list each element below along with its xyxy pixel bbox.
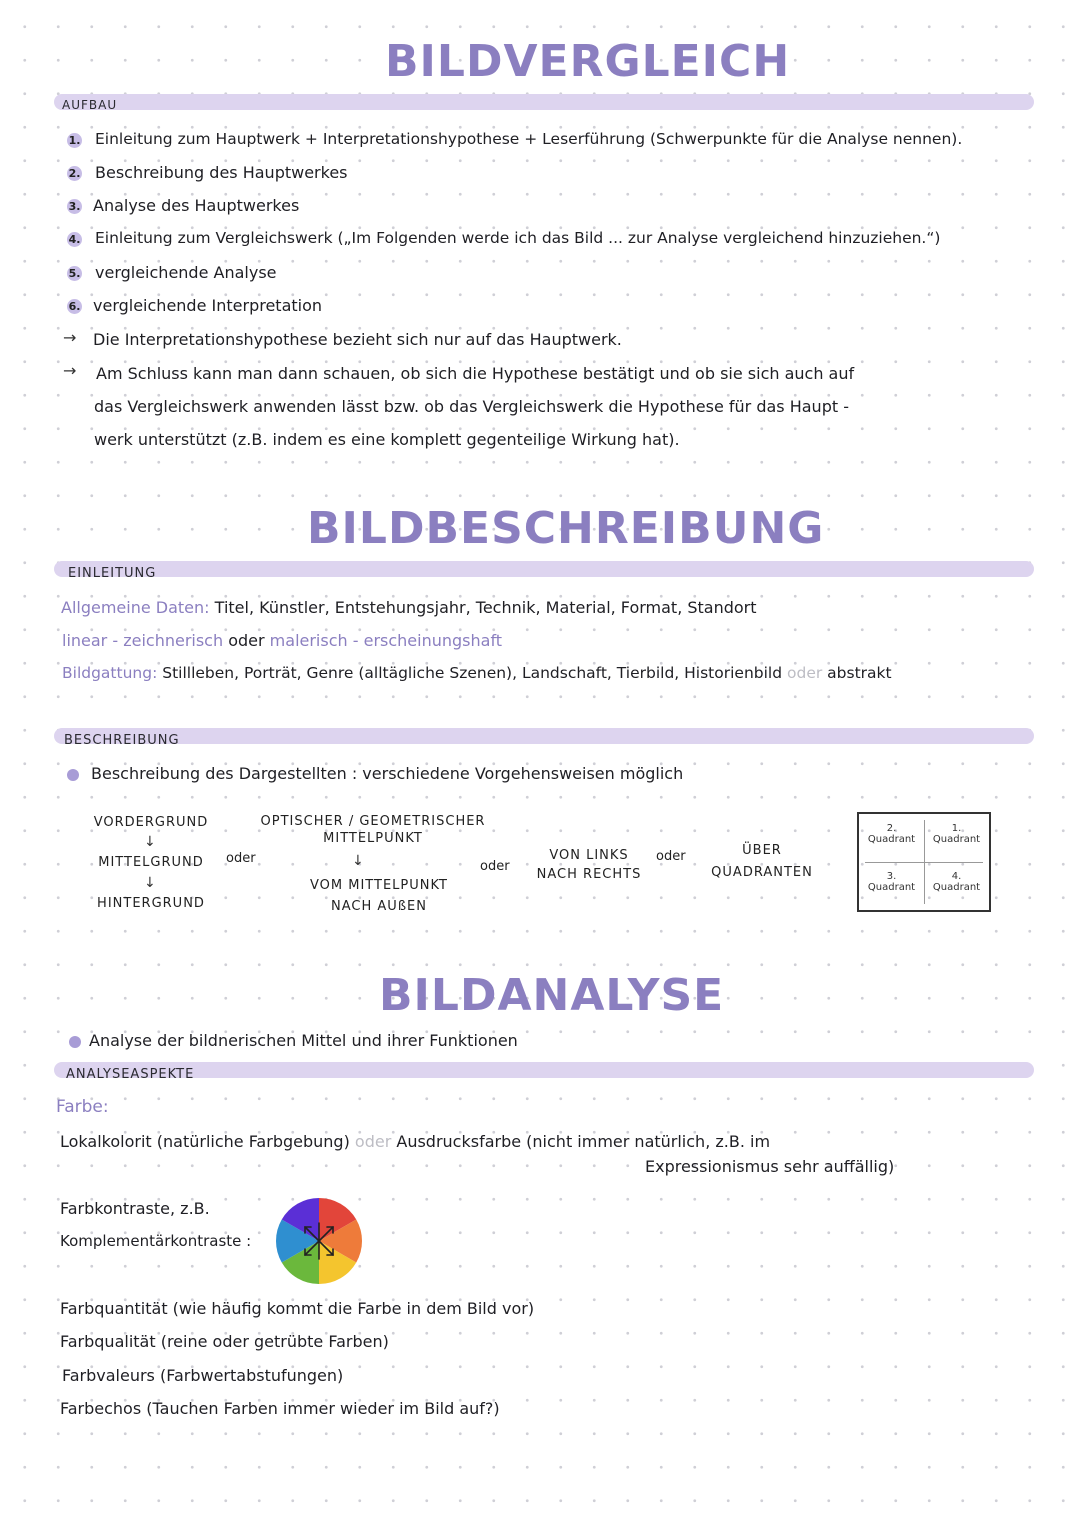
einleitung-line-allgemeine-daten bbox=[61, 598, 757, 617]
note-line: Die Interpretationshypothese bezieht sich nur auf das Hauptwerk. bbox=[93, 330, 622, 349]
note-line: werk unterstützt (z.B. indem es eine komplett gegenteilige Wirkung hat). bbox=[94, 430, 680, 449]
mittelpunkt-label-2: MITTELPUNKT bbox=[323, 831, 423, 846]
bullet-icon bbox=[69, 1036, 81, 1048]
quadrant-label: Quadrant bbox=[867, 834, 916, 845]
farbvaleurs-text: Farbvaleurs (Farbwertabstufungen) bbox=[62, 1366, 344, 1385]
list-item: Einleitung zum Hauptwerk + Interpretationshypothese + Leserführung (Schwerpunkte für die Analyse nennen). bbox=[95, 130, 963, 148]
key-allgemeine-daten: Allgemeine Daten: bbox=[61, 598, 210, 617]
list-item: vergleichende Interpretation bbox=[93, 296, 323, 315]
farbqualitaet-text: Farbqualität (reine oder getrübte Farben) bbox=[60, 1332, 389, 1351]
quadrant-grid bbox=[857, 812, 991, 912]
highlight-band-beschreibung bbox=[54, 728, 1034, 744]
note-line: Am Schluss kann man dann schauen, ob sich die Hypothese bestätigt und ob sie sich auch auf bbox=[96, 364, 855, 383]
list-item: Analyse des Hauptwerkes bbox=[93, 196, 300, 215]
bullet-icon bbox=[67, 769, 79, 781]
einleitung-line-stil bbox=[62, 631, 502, 650]
quadrant-label: Quadrant bbox=[932, 834, 981, 845]
mittelpunkt-label-1: OPTISCHER / GEOMETRISCHER bbox=[260, 814, 486, 829]
quadrant-2 bbox=[859, 814, 924, 862]
nach-rechts-label: NACH RECHTS bbox=[536, 867, 642, 882]
beschreibung-bullet-text: Beschreibung des Dargestellten : verschiedene Vorgehensweisen möglich bbox=[91, 764, 684, 783]
list-number: 5. bbox=[68, 267, 81, 280]
value-allgemeine-daten: Titel, Künstler, Entstehungsjahr, Technik, Material, Format, Standort bbox=[214, 598, 757, 617]
oder-word: oder bbox=[228, 631, 265, 650]
quadrant-number: 3. bbox=[886, 871, 897, 882]
arrow-down-icon: ↓ bbox=[352, 853, 364, 869]
lokalkolorit-line bbox=[60, 1132, 770, 1151]
oder-word: oder bbox=[480, 859, 510, 874]
komplementaerkontraste-text: Komplementärkontraste : bbox=[60, 1232, 252, 1250]
lokalkolorit-text: Lokalkolorit (natürliche Farbgebung) bbox=[60, 1132, 350, 1151]
quadrant-number: 4. bbox=[951, 871, 962, 882]
arrow-right-icon: → bbox=[63, 361, 77, 380]
highlight-band-analyseaspekte bbox=[54, 1062, 1034, 1078]
quadrant-label: Quadrant bbox=[867, 882, 916, 893]
ausdrucksfarbe-text: Ausdrucksfarbe (nicht immer natürlich, z.B. im bbox=[396, 1132, 771, 1151]
value-abstrakt: abstrakt bbox=[827, 664, 892, 682]
title-bildbeschreibung: BILDBESCHREIBUNG bbox=[307, 503, 825, 554]
quadranten-label: QUADRANTEN bbox=[711, 865, 813, 880]
highlight-band-einleitung bbox=[54, 561, 1034, 577]
list-number: 6. bbox=[68, 300, 81, 313]
list-number: 4. bbox=[68, 233, 81, 246]
oder-word: oder bbox=[656, 849, 686, 864]
quadrant-4 bbox=[924, 862, 989, 910]
arrow-down-icon: ↓ bbox=[144, 875, 156, 891]
arrow-right-icon: → bbox=[63, 328, 77, 347]
vordergrund-label: VORDERGRUND bbox=[93, 815, 209, 830]
section-label-beschreibung: BESCHREIBUNG bbox=[64, 733, 180, 748]
arrow-down-icon: ↓ bbox=[144, 834, 156, 850]
ueber-label: ÜBER bbox=[742, 843, 782, 858]
quadrant-1 bbox=[924, 814, 989, 862]
style-malerisch: malerisch - erscheinungshaft bbox=[269, 631, 503, 650]
oder-word: oder bbox=[226, 851, 256, 866]
farbechos-text: Farbechos (Tauchen Farben immer wieder im Bild auf?) bbox=[60, 1399, 500, 1418]
key-bildgattung: Bildgattung: bbox=[62, 664, 158, 682]
vom-mittelpunkt-label: VOM MITTELPUNKT bbox=[310, 878, 448, 893]
title-bildanalyse: BILDANALYSE bbox=[379, 970, 725, 1021]
mittelgrund-label: MITTELGRUND bbox=[98, 855, 204, 870]
quadrant-label: Quadrant bbox=[932, 882, 981, 893]
nach-aussen-label: NACH AUßEN bbox=[331, 899, 427, 914]
farbkontraste-text: Farbkontraste, z.B. bbox=[60, 1199, 210, 1218]
farbquantitaet-text: Farbquantität (wie häufig kommt die Farbe in dem Bild vor) bbox=[60, 1299, 535, 1318]
list-item: Beschreibung des Hauptwerkes bbox=[95, 163, 348, 182]
title-bildvergleich: BILDVERGLEICH bbox=[385, 36, 791, 87]
hintergrund-label: HINTERGRUND bbox=[97, 896, 205, 911]
list-number: 1. bbox=[68, 134, 81, 147]
list-item: Einleitung zum Vergleichswerk („Im Folgenden werde ich das Bild ... zur Analyse vergleichend hinzuziehen.“) bbox=[95, 229, 941, 247]
section-label-einleitung: EINLEITUNG bbox=[68, 566, 157, 581]
oder-word: oder bbox=[354, 1132, 392, 1151]
list-item: vergleichende Analyse bbox=[95, 263, 277, 282]
note-line: das Vergleichswerk anwenden lässt bzw. ob das Vergleichswerk die Hypothese für das Haupt - bbox=[94, 397, 849, 416]
list-number: 2. bbox=[68, 167, 81, 180]
analyse-bullet-text: Analyse der bildnerischen Mittel und ihrer Funktionen bbox=[89, 1031, 518, 1050]
section-label-aufbau: AUFBAU bbox=[62, 98, 118, 112]
quadrant-number: 2. bbox=[886, 823, 897, 834]
von-links-label: VON LINKS bbox=[549, 848, 629, 863]
quadrant-3 bbox=[859, 862, 924, 910]
section-label-analyseaspekte: ANALYSEASPEKTE bbox=[66, 1067, 195, 1082]
einleitung-line-bildgattung bbox=[62, 664, 892, 682]
quadrant-number: 1. bbox=[951, 823, 962, 834]
list-number: 3. bbox=[68, 200, 81, 213]
expressionismus-text: Expressionismus sehr auffällig) bbox=[645, 1157, 895, 1176]
style-linear: linear - zeichnerisch bbox=[62, 631, 224, 650]
oder-word: oder bbox=[787, 664, 823, 682]
value-bildgattung: Stillleben, Porträt, Genre (alltägliche Szenen), Landschaft, Tierbild, Historienbild bbox=[162, 664, 783, 682]
color-wheel-icon bbox=[275, 1197, 363, 1285]
farbe-heading: Farbe: bbox=[56, 1097, 109, 1117]
highlight-band-aufbau bbox=[54, 94, 1034, 110]
